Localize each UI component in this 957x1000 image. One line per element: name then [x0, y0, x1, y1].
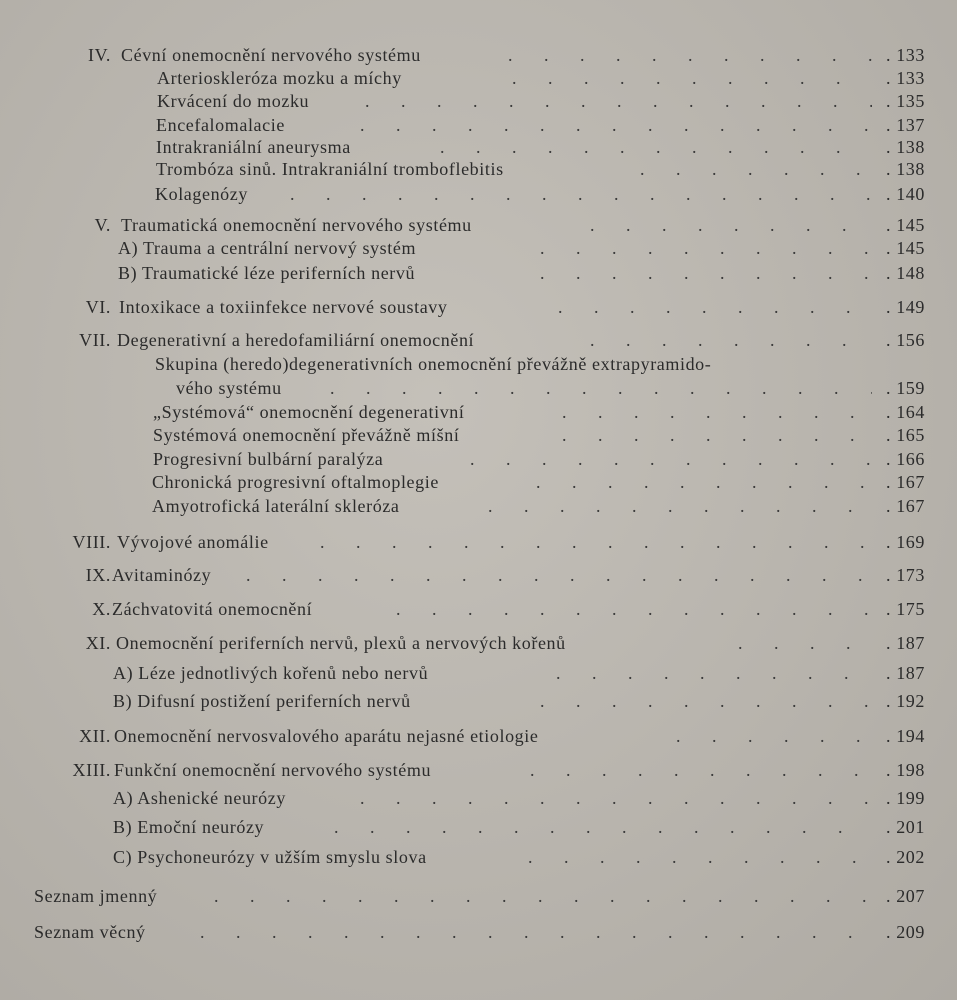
entry-title: Encefalomalacie	[156, 115, 285, 135]
page-number: . 164	[886, 402, 925, 422]
page-number: . 133	[886, 68, 925, 88]
page-number: . 138	[886, 159, 925, 179]
toc-entry	[0, 157, 957, 181]
leader-dots	[360, 113, 872, 137]
page-number: . 133	[886, 45, 925, 65]
entry-title: „Systémová“ onemocnění degenerativní	[153, 402, 465, 422]
entry-title: A) Ashenické neurózy	[113, 788, 286, 808]
leader-dots	[330, 376, 872, 400]
toc-entry	[0, 113, 957, 137]
page-number: . 140	[886, 184, 925, 204]
leader-dots	[365, 89, 872, 113]
leader-dots	[360, 786, 872, 810]
toc-entry	[0, 884, 957, 908]
toc-entry	[0, 815, 957, 839]
leader-dots	[396, 597, 872, 621]
toc-entry	[0, 758, 957, 782]
leader-dots	[320, 530, 872, 554]
leader-dots	[290, 182, 872, 206]
page-number: . 145	[886, 215, 925, 235]
chapter-number: IV.	[88, 45, 111, 65]
page-number: . 149	[886, 297, 925, 317]
toc-entry	[0, 43, 957, 67]
page-number: . 192	[886, 691, 925, 711]
toc-entry	[0, 661, 957, 685]
toc-entry	[0, 631, 957, 655]
page-number: . 209	[886, 922, 925, 942]
leader-dots	[590, 328, 872, 352]
page-number: . 187	[886, 663, 925, 683]
toc-entry	[0, 563, 957, 587]
entry-title: Funkční onemocnění nervového systému	[114, 760, 432, 780]
entry-title: Arterioskleróza mozku a míchy	[157, 68, 402, 88]
toc-entry	[0, 328, 957, 352]
toc-entry	[0, 920, 957, 944]
page-number: . 166	[886, 449, 925, 469]
toc-entry	[0, 376, 957, 400]
toc-entry	[0, 494, 957, 518]
toc-entry	[0, 786, 957, 810]
page-number: . 159	[886, 378, 925, 398]
entry-title: Chronická progresivní oftalmoplegie	[152, 472, 439, 492]
page-number: . 199	[886, 788, 925, 808]
page-number: . 167	[886, 472, 925, 492]
page-number: . 194	[886, 726, 925, 746]
chapter-number: XI.	[85, 633, 111, 653]
entry-title: C) Psychoneurózy v užším smyslu slova	[113, 847, 427, 867]
leader-dots	[640, 157, 872, 181]
entry-title: vého systému	[176, 378, 282, 398]
toc-entry	[0, 261, 957, 285]
page-number: . 198	[886, 760, 925, 780]
entry-title: B) Difusní postižení periferních nervů	[113, 691, 411, 711]
chapter-number: IX.	[85, 565, 111, 585]
entry-title: Trombóza sinů. Intrakraniální tromboflebitis	[156, 159, 504, 179]
page-number: . 187	[886, 633, 925, 653]
leader-dots	[676, 724, 872, 748]
leader-dots	[488, 494, 872, 518]
entry-title: Seznam jmenný	[34, 886, 158, 906]
leader-dots	[562, 400, 872, 424]
chapter-number: XII.	[79, 726, 111, 746]
entry-title: Degenerativní a heredofamiliární onemocnění	[117, 330, 475, 350]
page-number: . 169	[886, 532, 925, 552]
page-number: . 165	[886, 425, 925, 445]
entry-title: Progresivní bulbární paralýza	[153, 449, 384, 469]
page-number: . 135	[886, 91, 925, 111]
entry-title: Avitaminózy	[112, 565, 212, 585]
leader-dots	[214, 884, 872, 908]
entry-title: Záchvatovitá onemocnění	[112, 599, 313, 619]
toc-entry	[0, 66, 957, 90]
page-number: . 167	[886, 496, 925, 516]
entry-title: B) Traumatické léze periferních nervů	[118, 263, 416, 283]
leader-dots	[738, 631, 872, 655]
entry-title: Intrakraniální aneurysma	[156, 137, 351, 157]
page-number: . 207	[886, 886, 925, 906]
chapter-number: VIII.	[72, 532, 111, 552]
chapter-number: XIII.	[72, 760, 111, 780]
leader-dots	[556, 661, 872, 685]
toc-entry	[0, 89, 957, 113]
page-number: . 145	[886, 238, 925, 258]
leader-dots	[530, 758, 872, 782]
leader-dots	[440, 135, 872, 159]
leader-dots	[508, 43, 872, 67]
page-number: . 138	[886, 137, 925, 157]
toc-entry	[0, 597, 957, 621]
leader-dots	[540, 689, 872, 713]
leader-dots	[470, 447, 872, 471]
chapter-number: VII.	[79, 330, 111, 350]
toc-entry	[0, 530, 957, 554]
entry-title: Onemocnění nervosvalového aparátu nejasné etiologie	[114, 726, 539, 746]
toc-entry	[0, 182, 957, 206]
entry-title: Krvácení do mozku	[157, 91, 310, 111]
entry-title: B) Emoční neurózy	[113, 817, 265, 837]
page-number: . 202	[886, 847, 925, 867]
leader-dots	[562, 423, 872, 447]
entry-title: Skupina (heredo)degenerativních onemocnění převážně extrapyramido-	[155, 354, 712, 374]
toc-entry	[0, 689, 957, 713]
entry-title: Intoxikace a toxiinfekce nervové soustavy	[119, 297, 448, 317]
leader-dots	[246, 563, 872, 587]
entry-title: Cévní onemocnění nervového systému	[121, 45, 421, 65]
page-number: . 201	[886, 817, 925, 837]
page-number: . 156	[886, 330, 925, 350]
entry-title: A) Léze jednotlivých kořenů nebo nervů	[113, 663, 429, 683]
page-number: . 173	[886, 565, 925, 585]
leader-dots	[590, 213, 872, 237]
leader-dots	[200, 920, 872, 944]
toc-entry	[0, 213, 957, 237]
toc-entry	[0, 352, 957, 376]
chapter-number: V.	[94, 215, 111, 235]
leader-dots	[334, 815, 872, 839]
leader-dots	[528, 845, 872, 869]
toc-entry	[0, 236, 957, 260]
leader-dots	[540, 236, 872, 260]
entry-title: Traumatická onemocnění nervového systému	[121, 215, 472, 235]
leader-dots	[512, 66, 872, 90]
entry-title: Kolagenózy	[155, 184, 248, 204]
entry-title: Vývojové anomálie	[117, 532, 269, 552]
entry-title: Amyotrofická laterální skleróza	[152, 496, 400, 516]
page-number: . 137	[886, 115, 925, 135]
entry-title: A) Trauma a centrální nervový systém	[118, 238, 417, 258]
toc-entry	[0, 400, 957, 424]
toc-entry	[0, 724, 957, 748]
toc-entry	[0, 423, 957, 447]
leader-dots	[536, 470, 872, 494]
page-number: . 175	[886, 599, 925, 619]
toc-entry	[0, 845, 957, 869]
page-number: . 148	[886, 263, 925, 283]
entry-title: Seznam věcný	[34, 922, 146, 942]
chapter-number: VI.	[85, 297, 111, 317]
toc-entry	[0, 135, 957, 159]
toc-entry	[0, 470, 957, 494]
leader-dots	[540, 261, 872, 285]
entry-title: Systémová onemocnění převážně míšní	[153, 425, 460, 445]
toc-entry	[0, 447, 957, 471]
entry-title: Onemocnění periferních nervů, plexů a nervových kořenů	[116, 633, 566, 653]
leader-dots	[558, 295, 872, 319]
chapter-number: X.	[92, 599, 111, 619]
toc-entry	[0, 295, 957, 319]
